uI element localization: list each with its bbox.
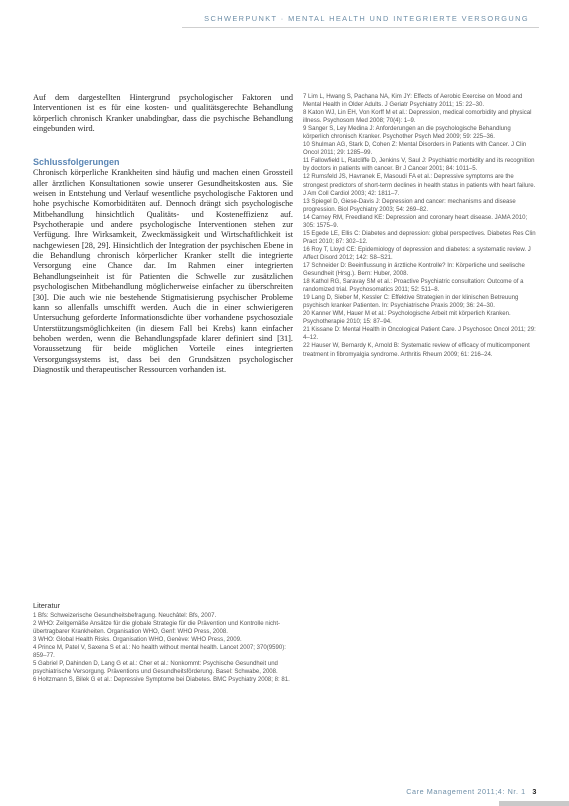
right-column xyxy=(303,93,536,359)
intro-paragraph: Auf dem dargestellten Hintergrund psychologischer Faktoren und Interventionen ist es für eine kosten- und qualitätsgerechte Behandlung körperlich chronisch Kranker unabdingbar, dass die psychische Behandlung eingebunden wird. xyxy=(33,93,293,134)
reference-item: 7 Lim L, Hwang S, Pachana NA, Kim JY: Effects of Aerobic Exercise on Mood and Mental Health in Older Adults. J Geriatr Psychiatry 2011; 15: 22–30. xyxy=(303,94,523,109)
page-footer xyxy=(406,787,537,796)
conclusion-heading: Schlussfolgerungen xyxy=(33,157,120,168)
journal-name: Care Management 2011;4: Nr. 1 xyxy=(406,787,526,796)
page-number: 3 xyxy=(532,787,537,796)
reference-item: 9 Sanger S, Ley Medina J: Anforderungen an die psychologische Behandlung körperlich chronisch Kranker. Psychother Psych Med 2009; 59: 225–36. xyxy=(303,126,511,141)
reference-item: 22 Hauser W, Bernardy K, Arnold B: Systematic review of efficacy of multicomponent treatment in fibromyalgia syndrome. Arthritis Rheum 2009; 61: 216–24. xyxy=(303,343,530,358)
footer-bar xyxy=(499,801,569,806)
reference-item: 5 Gabriel P, Dahinden D, Lang G et al.: Cher et al.: Nonkommt: Psychische Gesundheit und psychiatrische Versorgung. Präventions und Gesundheitsförderung. Basel: Schwabe, 2008. xyxy=(33,661,278,676)
reference-item: 19 Lang D, Sieber M, Kessler C: Effektive Strategien in der klinischen Betreuung psychisch kranker Patienten. In: Psychiatrische Praxis 2009; 36: 24–30. xyxy=(303,295,519,310)
reference-item: 12 Rumsfeld JS, Havranek E, Masoudi FA et al.: Depressive symptoms are the strongest predictors of short-term declines in health status in patients with heart failure. J Am Coll Cardiol 2003; 42: 1811–7. xyxy=(303,174,536,197)
running-header: SCHWERPUNKT · MENTAL HEALTH UND INTEGRIERTE VERSORGUNG xyxy=(204,14,529,23)
reference-item: 4 Prince M, Patel V, Saxena S et al.: No health without mental health. Lancet 2007; 370(9590): 859–77. xyxy=(33,645,286,660)
reference-item: 21 Kissane D: Mental Health in Oncological Patient Care. J Psychosoc Oncol 2011; 29: 4–12. xyxy=(303,327,536,342)
reference-item: 10 Shulman AG, Stark D, Cohen Z: Mental Disorders in Patients with Cancer. J Clin Oncol 2011; 29: 1285–99. xyxy=(303,142,527,157)
reference-item: 11 Fallowfield L, Ratcliffe D, Jenkins V, Saul J: Psychiatric morbidity and its recognition by doctors in patients with cancer. Br J Cancer 2001; 84: 1011–5. xyxy=(303,158,535,173)
right-reference-list xyxy=(303,93,536,359)
reference-item: 17 Schneider D: Beeinflussung in ärztliche Kontrolle? In: Körperliche und seelische Gesundheit (Hrsg.). Bern: Huber, 2008. xyxy=(303,262,525,278)
literature-block xyxy=(33,601,293,684)
reference-item: 16 Roy T, Lloyd CE: Epidemiology of depression and diabetes: a systematic review. J Affect Disord 2012; 142: S8–S21. xyxy=(303,246,531,261)
conclusion-paragraph: Chronisch körperliche Krankheiten sind häufig und machen einen Grossteil aller ärztlichen Konsultationen sowie unserer Gesundheitskosten aus. Sie weisen in Entstehung und Verlauf wesentliche psychologische Faktoren und hohe psychische Komorbiditäten auf. Dennoch drängt sich psychologische Mitbehandlung hinsichtlich Qualitäts- und Kosteneffizienz auf. Psychotherapie und andere psychologische Interventionen stehen zur Verfügung. Ihre Wirksamkeit, Zweckmässigkeit und Wirtschaftlichkeit ist nachgewiesen [28, 29]. Hinsichtlich der Integration der psychischen Ebene in die Behandlung chronisch körperlicher Kranker stellt die integrierte Versorgung eine Chance dar. Im Rahmen einer integrierten Behandlungseinheit ist für Patienten die Schwelle zur zusätzlichen psychologischen Mitbehandlung möglicherweise einfacher zu überschreiten [30]. Die auch wie nie bestehende Stigmatisierung psychischer Probleme kann so allenfalls umschifft werden. Auch die in einer schwierigeren Untersuchung geforderte Informationsdichte über vorhandene psychosoziale Unterstützungsmöglichkeiten (in diesem Fall bei Krebs) kann einfacher behoben werden, wenn die Behandlungspfade klarer definiert sind [31]. Voraussetzung für beide möglichen Vorteile eines integrierten Versorgungssystems ist, dass bei den Grundsätzen psychologischer Diagnostik und therapeutischer Ressourcen vorhanden ist. xyxy=(33,168,293,374)
reference-item: 18 Kathol RG, Saravay SM et al.: Proactive Psychiatric consultation: Outcome of a randomized trial. Psychosomatics 2011; 52: 511–8. xyxy=(303,279,524,294)
reference-item: 14 Carney RM, Freedland KE: Depression and coronary heart disease. JAMA 2010; 305: 1575–9. xyxy=(303,214,528,229)
literature-heading: Literatur xyxy=(33,601,61,610)
reference-item: 8 Katon WJ, Lin EH, Von Korff M et al.: Depression, medical comorbidity and physical illness. Psychosom Med 2008; 70(4): 1–9. xyxy=(303,110,532,125)
left-reference-list xyxy=(33,612,293,684)
reference-item: 3 WHO: Global Health Risks. Organisation WHO, Genève: WHO Press, 2009. xyxy=(33,637,242,644)
reference-item: 20 Kanner WM, Hauer M et al.: Psychologische Arbeit mit körperlich Kranken. Psychotherapie 2010; 15: 87–94. xyxy=(303,311,511,326)
reference-item: 2 WHO: Zeitgemäße Ansätze für die globale Strategie für die Prävention und Kontrolle nicht-übertragbarer Krankheiten. Organisation WHO, Genf: WHO Press, 2008. xyxy=(33,621,281,636)
reference-item: 1 Bfs: Schweizerische Gesundheitsbefragung. Neuchâtel: Bfs, 2007. xyxy=(33,613,217,619)
reference-item: 15 Egede LE, Ellis C: Diabetes and depression: global perspectives. Diabetes Res Clin Pract 2010; 87: 302–12. xyxy=(303,230,536,245)
reference-item: 13 Spiegel D, Giese-Davis J: Depression and cancer: mechanisms and disease progression. Biol Psychiatry 2003; 54: 269–82. xyxy=(303,198,516,213)
left-column xyxy=(33,93,293,375)
header-rule xyxy=(182,27,539,28)
reference-item: 6 Holtzmann S, Bilek G et al.: Depressive Symptome bei Diabetes. BMC Psychiatry 2008; 8: 81. xyxy=(33,677,290,684)
